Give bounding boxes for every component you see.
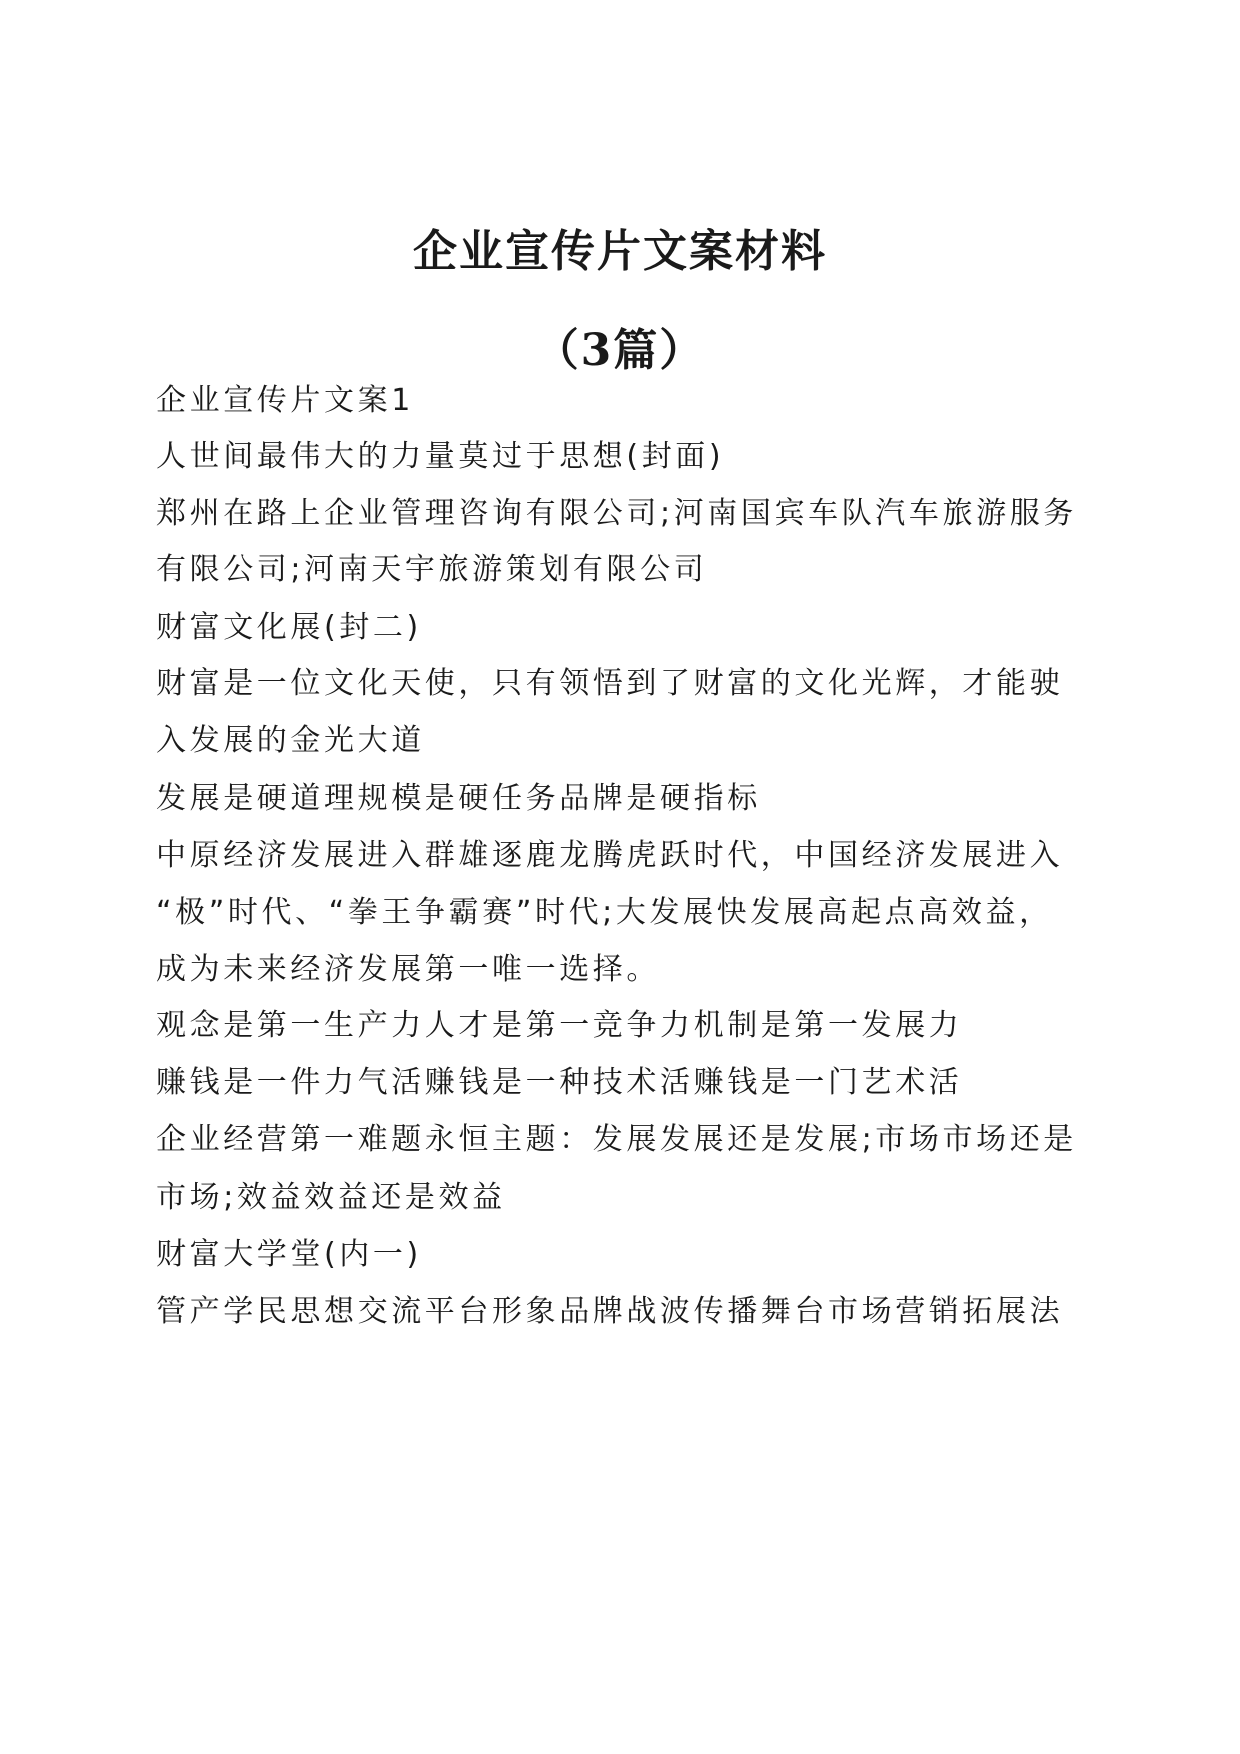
paragraph-line: 中原经济发展进入群雄逐鹿龙腾虎跃时代，中国经济发展进入 (156, 838, 1064, 873)
paragraph-line: “极”时代、“拳王争霸赛”时代;大发展快发展高起点高效益， (156, 895, 1053, 930)
section-heading: 企业宣传片文案1 (156, 383, 414, 418)
paragraph-line: 财富是一位文化天使，只有领悟到了财富的文化光辉，才能驶 (156, 666, 1064, 701)
paragraph-line: 郑州在路上企业管理咨询有限公司;河南国宾车队汽车旅游服务 (156, 496, 1077, 531)
paragraph-line: 财富大学堂(内一) (156, 1237, 422, 1272)
paragraph-line: 观念是第一生产力人才是第一竞争力机制是第一发展力 (156, 1008, 963, 1043)
paragraph-line: 成为未来经济发展第一唯一选择。 (156, 952, 660, 987)
paragraph-line: 有限公司;河南天宇旅游策划有限公司 (156, 552, 708, 587)
paragraph-line: 财富文化展(封二) (156, 610, 422, 645)
paragraph-line: 市场;效益效益还是效益 (156, 1180, 506, 1215)
paragraph-line: 人世间最伟大的力量莫过于思想(封面) (156, 439, 725, 474)
paragraph-line: 赚钱是一件力气活赚钱是一种技术活赚钱是一门艺术活 (156, 1065, 963, 1100)
paragraph-line: 管产学民思想交流平台形象品牌战波传播舞台市场营销拓展法 (156, 1294, 1064, 1329)
document-title: 企业宣传片文案材料 (413, 226, 827, 277)
document-subtitle: （3篇） (534, 325, 706, 376)
paragraph-line: 入发展的金光大道 (156, 723, 425, 758)
paragraph-line: 发展是硬道理规模是硬任务品牌是硬指标 (156, 781, 761, 816)
paragraph-line: 企业经营第一难题永恒主题：发展发展还是发展;市场市场还是 (156, 1122, 1077, 1157)
